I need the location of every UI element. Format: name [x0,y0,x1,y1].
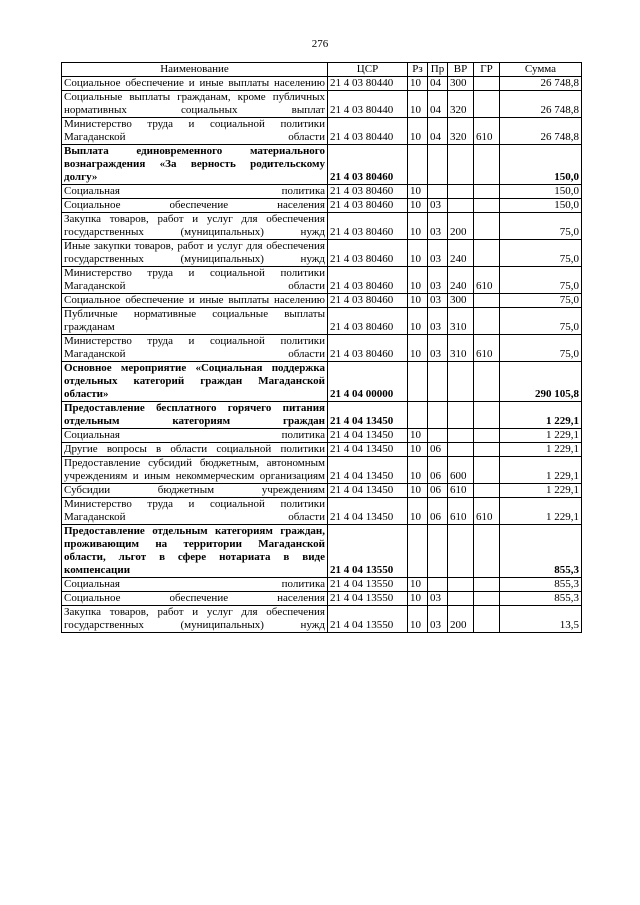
row-name: Закупка товаров, работ и услуг для обеспечения государственных (муниципальных) нужд [62,213,328,240]
row-sum: 1 229,1 [500,429,582,443]
row-csr: 21 4 03 80440 [328,77,408,91]
table-row [62,294,582,308]
row-gr: 610 [474,118,500,145]
table-row [62,525,582,578]
table-row [62,578,582,592]
row-gr [474,457,500,484]
row-csr: 21 4 04 13550 [328,578,408,592]
row-sum: 855,3 [500,592,582,606]
row-pr: 04 [428,91,448,118]
row-sum: 1 229,1 [500,457,582,484]
table-row [62,267,582,294]
row-gr [474,429,500,443]
row-vr: 200 [448,213,474,240]
table-row [62,362,582,402]
row-rz: 10 [408,578,428,592]
row-name: Министерство труда и социальной политики Магаданской области [62,118,328,145]
row-pr: 03 [428,335,448,362]
row-csr: 21 4 04 13450 [328,498,408,525]
row-csr: 21 4 03 80460 [328,294,408,308]
row-vr [448,199,474,213]
row-vr: 320 [448,91,474,118]
row-rz [408,402,428,429]
row-name: Социальные выплаты гражданам, кроме публичных нормативных социальных выплат [62,91,328,118]
header-csr: ЦСР [328,63,408,77]
row-vr [448,185,474,199]
row-rz [408,525,428,578]
row-rz: 10 [408,335,428,362]
row-pr: 03 [428,592,448,606]
row-pr: 03 [428,267,448,294]
row-sum: 1 229,1 [500,498,582,525]
row-rz: 10 [408,213,428,240]
row-pr [428,362,448,402]
table-row [62,606,582,633]
row-csr: 21 4 04 00000 [328,362,408,402]
row-name: Закупка товаров, работ и услуг для обеспечения государственных (муниципальных) нужд [62,606,328,633]
row-gr: 610 [474,498,500,525]
row-pr: 06 [428,484,448,498]
row-sum: 75,0 [500,294,582,308]
row-pr [428,429,448,443]
row-name: Предоставление бесплатного горячего питания отдельным категориям граждан [62,402,328,429]
row-pr [428,525,448,578]
row-sum: 1 229,1 [500,484,582,498]
row-vr: 310 [448,335,474,362]
row-rz: 10 [408,185,428,199]
header-vr: ВР [448,63,474,77]
row-vr [448,525,474,578]
row-sum: 75,0 [500,335,582,362]
row-gr [474,294,500,308]
row-gr [474,91,500,118]
table-row [62,402,582,429]
table-row [62,77,582,91]
row-name: Публичные нормативные социальные выплаты гражданам [62,308,328,335]
row-sum: 75,0 [500,308,582,335]
page-number: 276 [311,38,329,50]
header-rz: Рз [408,63,428,77]
row-vr [448,443,474,457]
header-name: Наименование [62,63,328,77]
row-rz: 10 [408,443,428,457]
row-name: Иные закупки товаров, работ и услуг для обеспечения государственных (муниципальных) нужд [62,240,328,267]
row-gr [474,199,500,213]
row-rz: 10 [408,498,428,525]
row-name: Другие вопросы в области социальной политики [62,443,328,457]
row-pr: 03 [428,308,448,335]
row-sum: 150,0 [500,199,582,213]
header-sum: Сумма [500,63,582,77]
row-sum: 13,5 [500,606,582,633]
row-vr: 300 [448,77,474,91]
row-pr: 06 [428,443,448,457]
row-pr: 04 [428,118,448,145]
row-name: Социальное обеспечение и иные выплаты населению [62,294,328,308]
row-csr: 21 4 03 80440 [328,91,408,118]
row-vr: 610 [448,484,474,498]
row-csr: 21 4 03 80460 [328,145,408,185]
row-sum: 75,0 [500,213,582,240]
row-gr [474,145,500,185]
table-row [62,308,582,335]
table-header-row [62,63,582,77]
row-name: Социальное обеспечение населения [62,199,328,213]
row-vr: 240 [448,267,474,294]
row-rz: 10 [408,457,428,484]
row-sum: 150,0 [500,185,582,199]
row-csr: 21 4 03 80460 [328,267,408,294]
row-pr [428,145,448,185]
row-csr: 21 4 03 80460 [328,185,408,199]
table-row [62,118,582,145]
row-name: Основное мероприятие «Социальная поддержка отдельных категорий граждан Магаданской области» [62,362,328,402]
row-csr: 21 4 04 13550 [328,592,408,606]
row-vr: 610 [448,498,474,525]
row-sum: 150,0 [500,145,582,185]
table-row [62,484,582,498]
table-row [62,443,582,457]
row-csr: 21 4 04 13450 [328,429,408,443]
row-pr: 03 [428,294,448,308]
row-pr: 03 [428,199,448,213]
row-sum: 75,0 [500,267,582,294]
row-gr [474,213,500,240]
table-row [62,240,582,267]
table-row [62,335,582,362]
table-row [62,145,582,185]
row-rz: 10 [408,592,428,606]
row-rz: 10 [408,267,428,294]
row-vr: 240 [448,240,474,267]
row-gr [474,606,500,633]
row-pr: 03 [428,606,448,633]
table-row [62,213,582,240]
row-pr: 06 [428,498,448,525]
row-rz: 10 [408,199,428,213]
row-vr: 200 [448,606,474,633]
table-row [62,185,582,199]
row-gr [474,77,500,91]
row-pr: 03 [428,240,448,267]
row-vr: 320 [448,118,474,145]
row-pr: 04 [428,77,448,91]
row-rz: 10 [408,484,428,498]
row-gr: 610 [474,267,500,294]
row-sum: 26 748,8 [500,91,582,118]
table-row [62,592,582,606]
row-pr [428,185,448,199]
row-sum: 855,3 [500,525,582,578]
row-gr [474,592,500,606]
row-csr: 21 4 03 80460 [328,240,408,267]
row-vr [448,402,474,429]
row-sum: 26 748,8 [500,77,582,91]
budget-table [61,62,582,633]
row-rz: 10 [408,77,428,91]
row-csr: 21 4 04 13450 [328,457,408,484]
header-gr: ГР [474,63,500,77]
row-vr [448,578,474,592]
row-vr: 310 [448,308,474,335]
row-csr: 21 4 03 80460 [328,335,408,362]
row-rz: 10 [408,91,428,118]
row-sum: 1 229,1 [500,402,582,429]
row-rz [408,145,428,185]
row-sum: 1 229,1 [500,443,582,457]
row-name: Социальная политика [62,185,328,199]
row-gr: 610 [474,335,500,362]
row-csr: 21 4 03 80460 [328,308,408,335]
row-sum: 75,0 [500,240,582,267]
row-name: Выплата единовременного материального вознаграждения «За верность родительскому долгу» [62,145,328,185]
row-rz: 10 [408,606,428,633]
row-name: Социальная политика [62,578,328,592]
row-gr [474,525,500,578]
row-sum: 26 748,8 [500,118,582,145]
row-csr: 21 4 03 80440 [328,118,408,145]
row-vr [448,429,474,443]
header-pr: Пр [428,63,448,77]
row-csr: 21 4 04 13450 [328,402,408,429]
row-gr [474,185,500,199]
row-pr: 03 [428,213,448,240]
row-rz: 10 [408,294,428,308]
row-vr [448,145,474,185]
row-name: Предоставление отдельным категориям граждан, проживающим на территории Магаданской области, льгот в сфере нотариата в виде компенсации [62,525,328,578]
row-rz: 10 [408,308,428,335]
row-rz [408,362,428,402]
row-pr [428,402,448,429]
table-row [62,498,582,525]
row-name: Министерство труда и социальной политики Магаданской области [62,335,328,362]
row-rz: 10 [408,429,428,443]
row-name: Социальное обеспечение и иные выплаты населению [62,77,328,91]
table-row [62,457,582,484]
row-gr [474,362,500,402]
row-rz: 10 [408,240,428,267]
row-name: Социальное обеспечение населения [62,592,328,606]
row-sum: 290 105,8 [500,362,582,402]
row-csr: 21 4 04 13450 [328,443,408,457]
row-name: Предоставление субсидий бюджетным, автономным учреждениям и иным некоммерческим организациям [62,457,328,484]
row-csr: 21 4 04 13550 [328,606,408,633]
row-name: Субсидии бюджетным учреждениям [62,484,328,498]
row-name: Министерство труда и социальной политики Магаданской области [62,267,328,294]
row-csr: 21 4 04 13450 [328,484,408,498]
row-gr [474,484,500,498]
row-gr [474,308,500,335]
table-row [62,429,582,443]
table-row [62,91,582,118]
row-csr: 21 4 03 80460 [328,213,408,240]
row-csr: 21 4 04 13550 [328,525,408,578]
row-vr [448,362,474,402]
row-vr [448,592,474,606]
row-gr [474,402,500,429]
row-gr [474,578,500,592]
row-vr: 600 [448,457,474,484]
row-pr [428,578,448,592]
row-rz: 10 [408,118,428,145]
row-pr: 06 [428,457,448,484]
row-name: Социальная политика [62,429,328,443]
row-vr: 300 [448,294,474,308]
row-name: Министерство труда и социальной политики Магаданской области [62,498,328,525]
row-csr: 21 4 03 80460 [328,199,408,213]
row-sum: 855,3 [500,578,582,592]
row-gr [474,240,500,267]
table-row [62,199,582,213]
row-gr [474,443,500,457]
